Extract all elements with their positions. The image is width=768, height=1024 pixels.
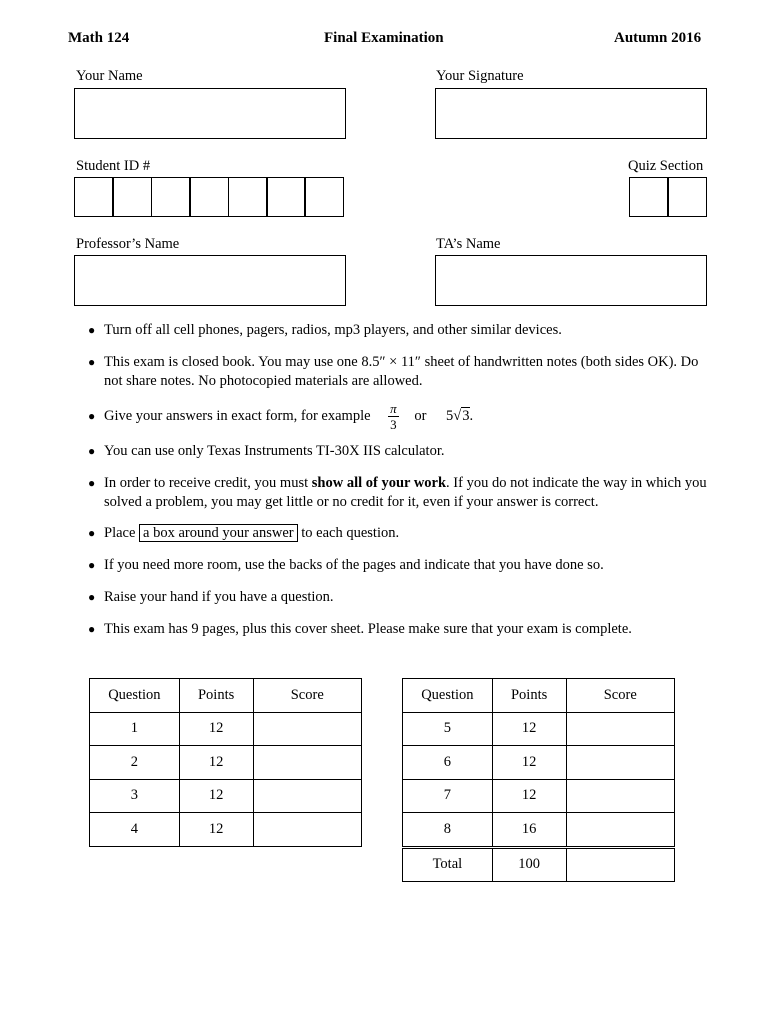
student-id-cell[interactable]	[74, 177, 114, 217]
table-row	[90, 779, 362, 813]
exam-term: Autumn 2016	[614, 30, 702, 46]
bullet-icon: ●	[88, 444, 96, 458]
bullet-icon: ●	[88, 590, 96, 604]
instruction-item	[88, 556, 708, 575]
question-number: 4	[90, 813, 180, 847]
bullet-icon: ●	[88, 622, 96, 636]
table-row	[403, 746, 675, 780]
sqrt-icon: √	[453, 408, 462, 424]
question-number: 1	[90, 712, 180, 746]
bullet-icon: ●	[88, 409, 96, 423]
exam-title: Final Examination	[324, 30, 444, 46]
question-number: 2	[90, 746, 180, 780]
quiz-section-label: Quiz Section	[628, 158, 704, 174]
bullet-icon: ●	[88, 526, 96, 540]
table-row	[90, 813, 362, 847]
instruction-item	[88, 588, 708, 607]
question-number: 5	[403, 712, 493, 746]
instruction-phones: Turn off all cell phones, pagers, radios, mp3 players, and other similar devices.	[104, 322, 562, 338]
quiz-section-cell[interactable]	[667, 177, 707, 217]
header-score: Score	[566, 679, 675, 713]
signature-field[interactable]	[435, 88, 707, 139]
student-id-field	[74, 177, 344, 217]
score-cell[interactable]	[566, 779, 675, 813]
bullet-icon: ●	[88, 355, 96, 369]
instruction-item	[88, 398, 708, 434]
ta-field[interactable]	[435, 255, 707, 306]
instruction-item	[88, 620, 708, 639]
question-points: 16	[492, 813, 566, 848]
score-cell[interactable]	[566, 813, 675, 848]
student-id-cell[interactable]	[304, 177, 344, 217]
header-points: Points	[179, 679, 253, 713]
example-root: 5√3	[446, 408, 470, 424]
bullet-icon: ●	[88, 558, 96, 572]
total-row	[403, 847, 675, 882]
student-id-cell[interactable]	[151, 177, 191, 217]
instruction-pages: This exam has 9 pages, plus this cover sheet. Please make sure that your exam is complete.	[104, 621, 632, 637]
instruction-credit: In order to receive credit, you must show all of your work. If you do not indicate the way in which you solved a problem, you may get little or no credit for it, even if your answer is correct.	[104, 475, 707, 510]
name-field[interactable]	[74, 88, 346, 139]
score-cell[interactable]	[253, 779, 362, 813]
student-id-label: Student ID #	[76, 158, 151, 174]
student-id-cell[interactable]	[228, 177, 268, 217]
student-id-cell[interactable]	[112, 177, 152, 217]
header-points: Points	[492, 679, 566, 713]
question-points: 12	[179, 712, 253, 746]
table-row	[403, 712, 675, 746]
header-question: Question	[90, 679, 180, 713]
instruction-room: If you need more room, use the backs of the pages and indicate that you have done so.	[104, 557, 604, 573]
ta-label: TA’s Name	[436, 236, 501, 252]
total-score-cell[interactable]	[566, 847, 675, 882]
question-points: 12	[179, 813, 253, 847]
course-title: Math 124	[68, 30, 130, 46]
instruction-item	[88, 474, 708, 512]
score-table-right	[402, 678, 675, 882]
quiz-section-field	[629, 177, 707, 217]
instruction-exact-form: Give your answers in exact form, for example $\frac{\pi}{3}$ or 5√3.	[104, 400, 474, 432]
total-label: Total	[403, 847, 493, 882]
signature-label: Your Signature	[436, 68, 524, 84]
professor-label: Professor’s Name	[76, 236, 180, 252]
quiz-section-cell[interactable]	[629, 177, 669, 217]
instruction-item	[88, 321, 708, 340]
table-header-row	[403, 679, 675, 713]
score-cell[interactable]	[253, 813, 362, 847]
table-row	[90, 746, 362, 780]
header-score: Score	[253, 679, 362, 713]
question-number: 3	[90, 779, 180, 813]
question-points: 12	[492, 779, 566, 813]
table-row	[90, 712, 362, 746]
professor-field[interactable]	[74, 255, 346, 306]
score-cell[interactable]	[253, 712, 362, 746]
table-row	[403, 779, 675, 813]
score-table-left	[89, 678, 362, 847]
bullet-icon: ●	[88, 323, 96, 337]
question-points: 12	[179, 746, 253, 780]
bullet-icon: ●	[88, 476, 96, 490]
question-number: 8	[403, 813, 493, 848]
student-id-cell[interactable]	[189, 177, 229, 217]
table-row	[403, 813, 675, 848]
instruction-closed-book: This exam is closed book. You may use one 8.5″ × 11″ sheet of handwritten notes (both sides OK). Do not share notes. No photocopied materials are allowed.	[104, 354, 699, 389]
question-points: 12	[492, 712, 566, 746]
student-id-cell[interactable]	[266, 177, 306, 217]
score-cell[interactable]	[566, 746, 675, 780]
name-label: Your Name	[76, 68, 143, 84]
table-header-row	[90, 679, 362, 713]
header-question: Question	[403, 679, 493, 713]
question-points: 12	[492, 746, 566, 780]
question-number: 6	[403, 746, 493, 780]
score-cell[interactable]	[566, 712, 675, 746]
question-points: 12	[179, 779, 253, 813]
score-cell[interactable]	[253, 746, 362, 780]
question-number: 7	[403, 779, 493, 813]
instruction-item	[88, 442, 708, 461]
total-points: 100	[492, 847, 566, 882]
instruction-hand: Raise your hand if you have a question.	[104, 589, 334, 605]
instruction-calculator: You can use only Texas Instruments TI-30X IIS calculator.	[104, 443, 445, 459]
instruction-item	[88, 524, 708, 543]
instruction-item	[88, 353, 708, 391]
instruction-box-answer: Place a box around your answer to each question.	[104, 525, 400, 541]
example-fraction: $\frac{\pi}{3}$	[390, 400, 397, 432]
